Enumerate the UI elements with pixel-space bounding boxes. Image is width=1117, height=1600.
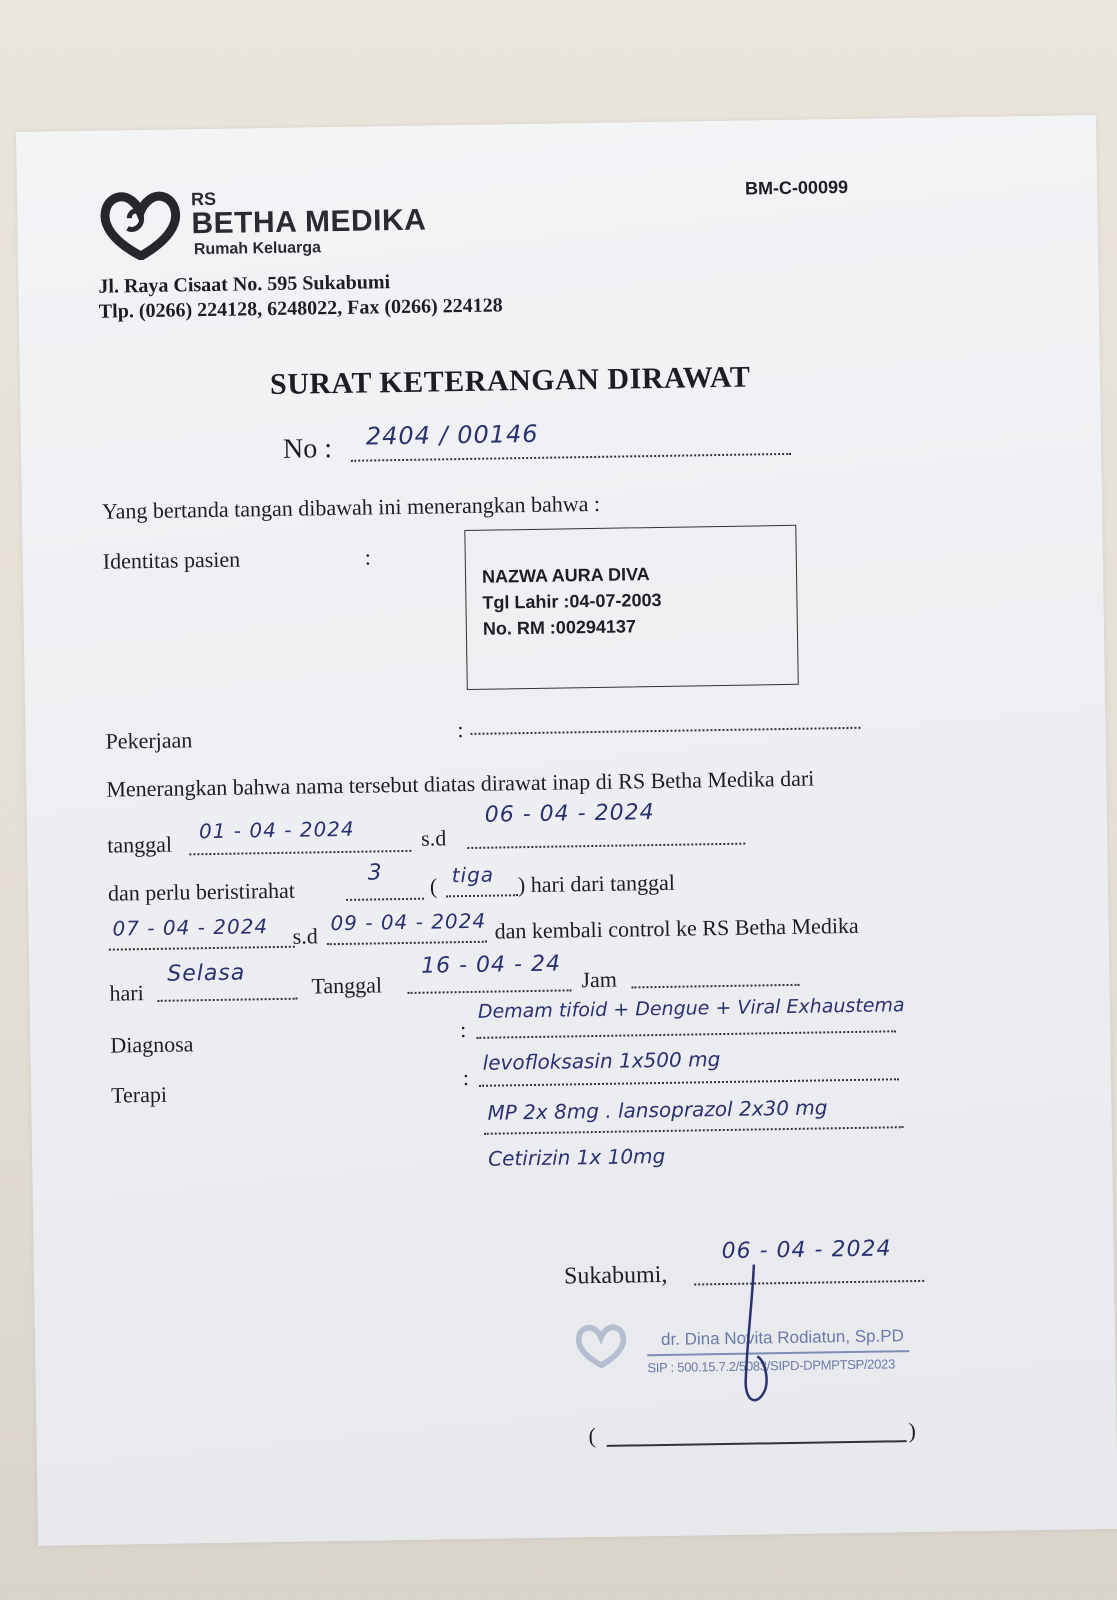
statement-text: Menerangkan bahwa nama tersebut diatas dirawat inap di RS Betha Medika dari xyxy=(106,765,815,802)
control-hari-value: Selasa xyxy=(167,960,246,987)
rest-days-value: 3 xyxy=(367,860,383,886)
rest-label: dan perlu beristirahat xyxy=(107,877,296,906)
hospital-address: Jl. Raya Cisaat No. 595 Sukabumi xyxy=(98,271,391,298)
terapi-line-1: levofloksasin 1x500 mg xyxy=(482,1047,721,1075)
terapi-line-2-dotted xyxy=(484,1126,904,1135)
place-label: Sukabumi, xyxy=(563,1261,668,1290)
rest-days-dotted-line xyxy=(346,898,424,901)
rest-paren-open: ( xyxy=(429,873,438,899)
terapi-line-1-dotted xyxy=(479,1078,899,1087)
rest-dates-suffix: dan kembali control ke RS Betha Medika xyxy=(494,912,859,944)
control-tanggal-value: 16 - 04 - 24 xyxy=(420,951,562,979)
date-to-value: 06 - 04 - 2024 xyxy=(484,800,655,828)
form-code: BM-C-00099 xyxy=(744,176,849,199)
date-to-dotted-line xyxy=(467,843,745,849)
diagnosa-colon: : xyxy=(459,1017,467,1043)
diagnosa-label: Diagnosa xyxy=(110,1031,194,1058)
hospital-stamp-logo-icon xyxy=(575,1321,628,1370)
stamp-doctor-name: dr. Dina Novita Rodiatun, Sp.PD xyxy=(660,1326,905,1350)
signature-paren-close: ) xyxy=(908,1418,917,1444)
letter-title: SURAT KETERANGAN DIRAWAT xyxy=(269,360,751,402)
number-value: 2404 / 00146 xyxy=(365,419,539,451)
terapi-label: Terapi xyxy=(110,1081,168,1108)
intro-text: Yang bertanda tangan dibawah ini menerangkan bahwa : xyxy=(101,490,601,524)
patient-dob: Tgl Lahir :04-07-2003 xyxy=(482,589,662,613)
number-dotted-line xyxy=(351,453,791,462)
rest-days-text-dotted-line xyxy=(446,894,518,897)
signature-line xyxy=(607,1440,907,1446)
control-jam-label: Jam xyxy=(581,966,618,993)
job-colon: : xyxy=(457,717,464,743)
rest-dates-sd: s.d xyxy=(292,923,318,949)
terapi-line-2: MP 2x 8mg . lansoprazol 2x30 mg xyxy=(487,1095,828,1125)
hospital-name: BETHA MEDIKA xyxy=(191,203,427,241)
patient-name: NAZWA AURA DIVA xyxy=(481,564,650,587)
dates-label: tanggal xyxy=(107,831,173,858)
date-from-dotted-line xyxy=(189,850,411,855)
letter-paper xyxy=(16,115,1117,1546)
rest-from-dotted-line xyxy=(109,946,295,951)
identity-label: Identitas pasien xyxy=(102,546,241,574)
number-label: No : xyxy=(282,433,333,465)
rest-days-text: tiga xyxy=(451,862,495,888)
control-hari-dotted-line xyxy=(158,998,298,1002)
job-label: Pekerjaan xyxy=(105,727,193,754)
job-dotted-line xyxy=(470,727,860,735)
signature-paren-open: ( xyxy=(588,1423,597,1449)
doctor-signature xyxy=(724,1260,796,1411)
hospital-phone: Tlp. (0266) 224128, 6248022, Fax (0266) 224128 xyxy=(98,294,503,323)
patient-identity-box xyxy=(464,525,798,690)
diagnosa-dotted-line xyxy=(476,1030,896,1039)
rest-to-value: 09 - 04 - 2024 xyxy=(330,908,487,936)
rest-to-dotted-line xyxy=(327,941,487,946)
terapi-colon: : xyxy=(462,1065,470,1091)
control-jam-dotted-line xyxy=(631,984,799,989)
rest-from-value: 07 - 04 - 2024 xyxy=(112,914,269,941)
date-from-value: 01 - 04 - 2024 xyxy=(198,816,355,844)
control-hari-label: hari xyxy=(109,980,144,1006)
control-tanggal-dotted-line xyxy=(408,989,572,994)
hospital-subtitle: Rumah Keluarga xyxy=(193,239,322,259)
control-tanggal-label: Tanggal xyxy=(311,972,383,999)
hospital-logo-icon xyxy=(99,187,182,260)
identity-colon: : xyxy=(364,544,372,570)
rest-suffix: ) hari dari tanggal xyxy=(517,869,676,898)
patient-rm: No. RM :00294137 xyxy=(482,616,637,639)
stamp-sip: SIP : 500.15.7.2/5083/SIPD-DPMPTSP/2023 xyxy=(647,1356,896,1376)
diagnosa-value: Demam tifoid + Dengue + Viral Exhaustema xyxy=(477,994,905,1023)
place-date-value: 06 - 04 - 2024 xyxy=(721,1236,892,1265)
dates-sd: s.d xyxy=(420,825,447,851)
hospital-rs-label: RS xyxy=(190,188,217,210)
terapi-line-3: Cetirizin 1x 10mg xyxy=(487,1143,666,1171)
